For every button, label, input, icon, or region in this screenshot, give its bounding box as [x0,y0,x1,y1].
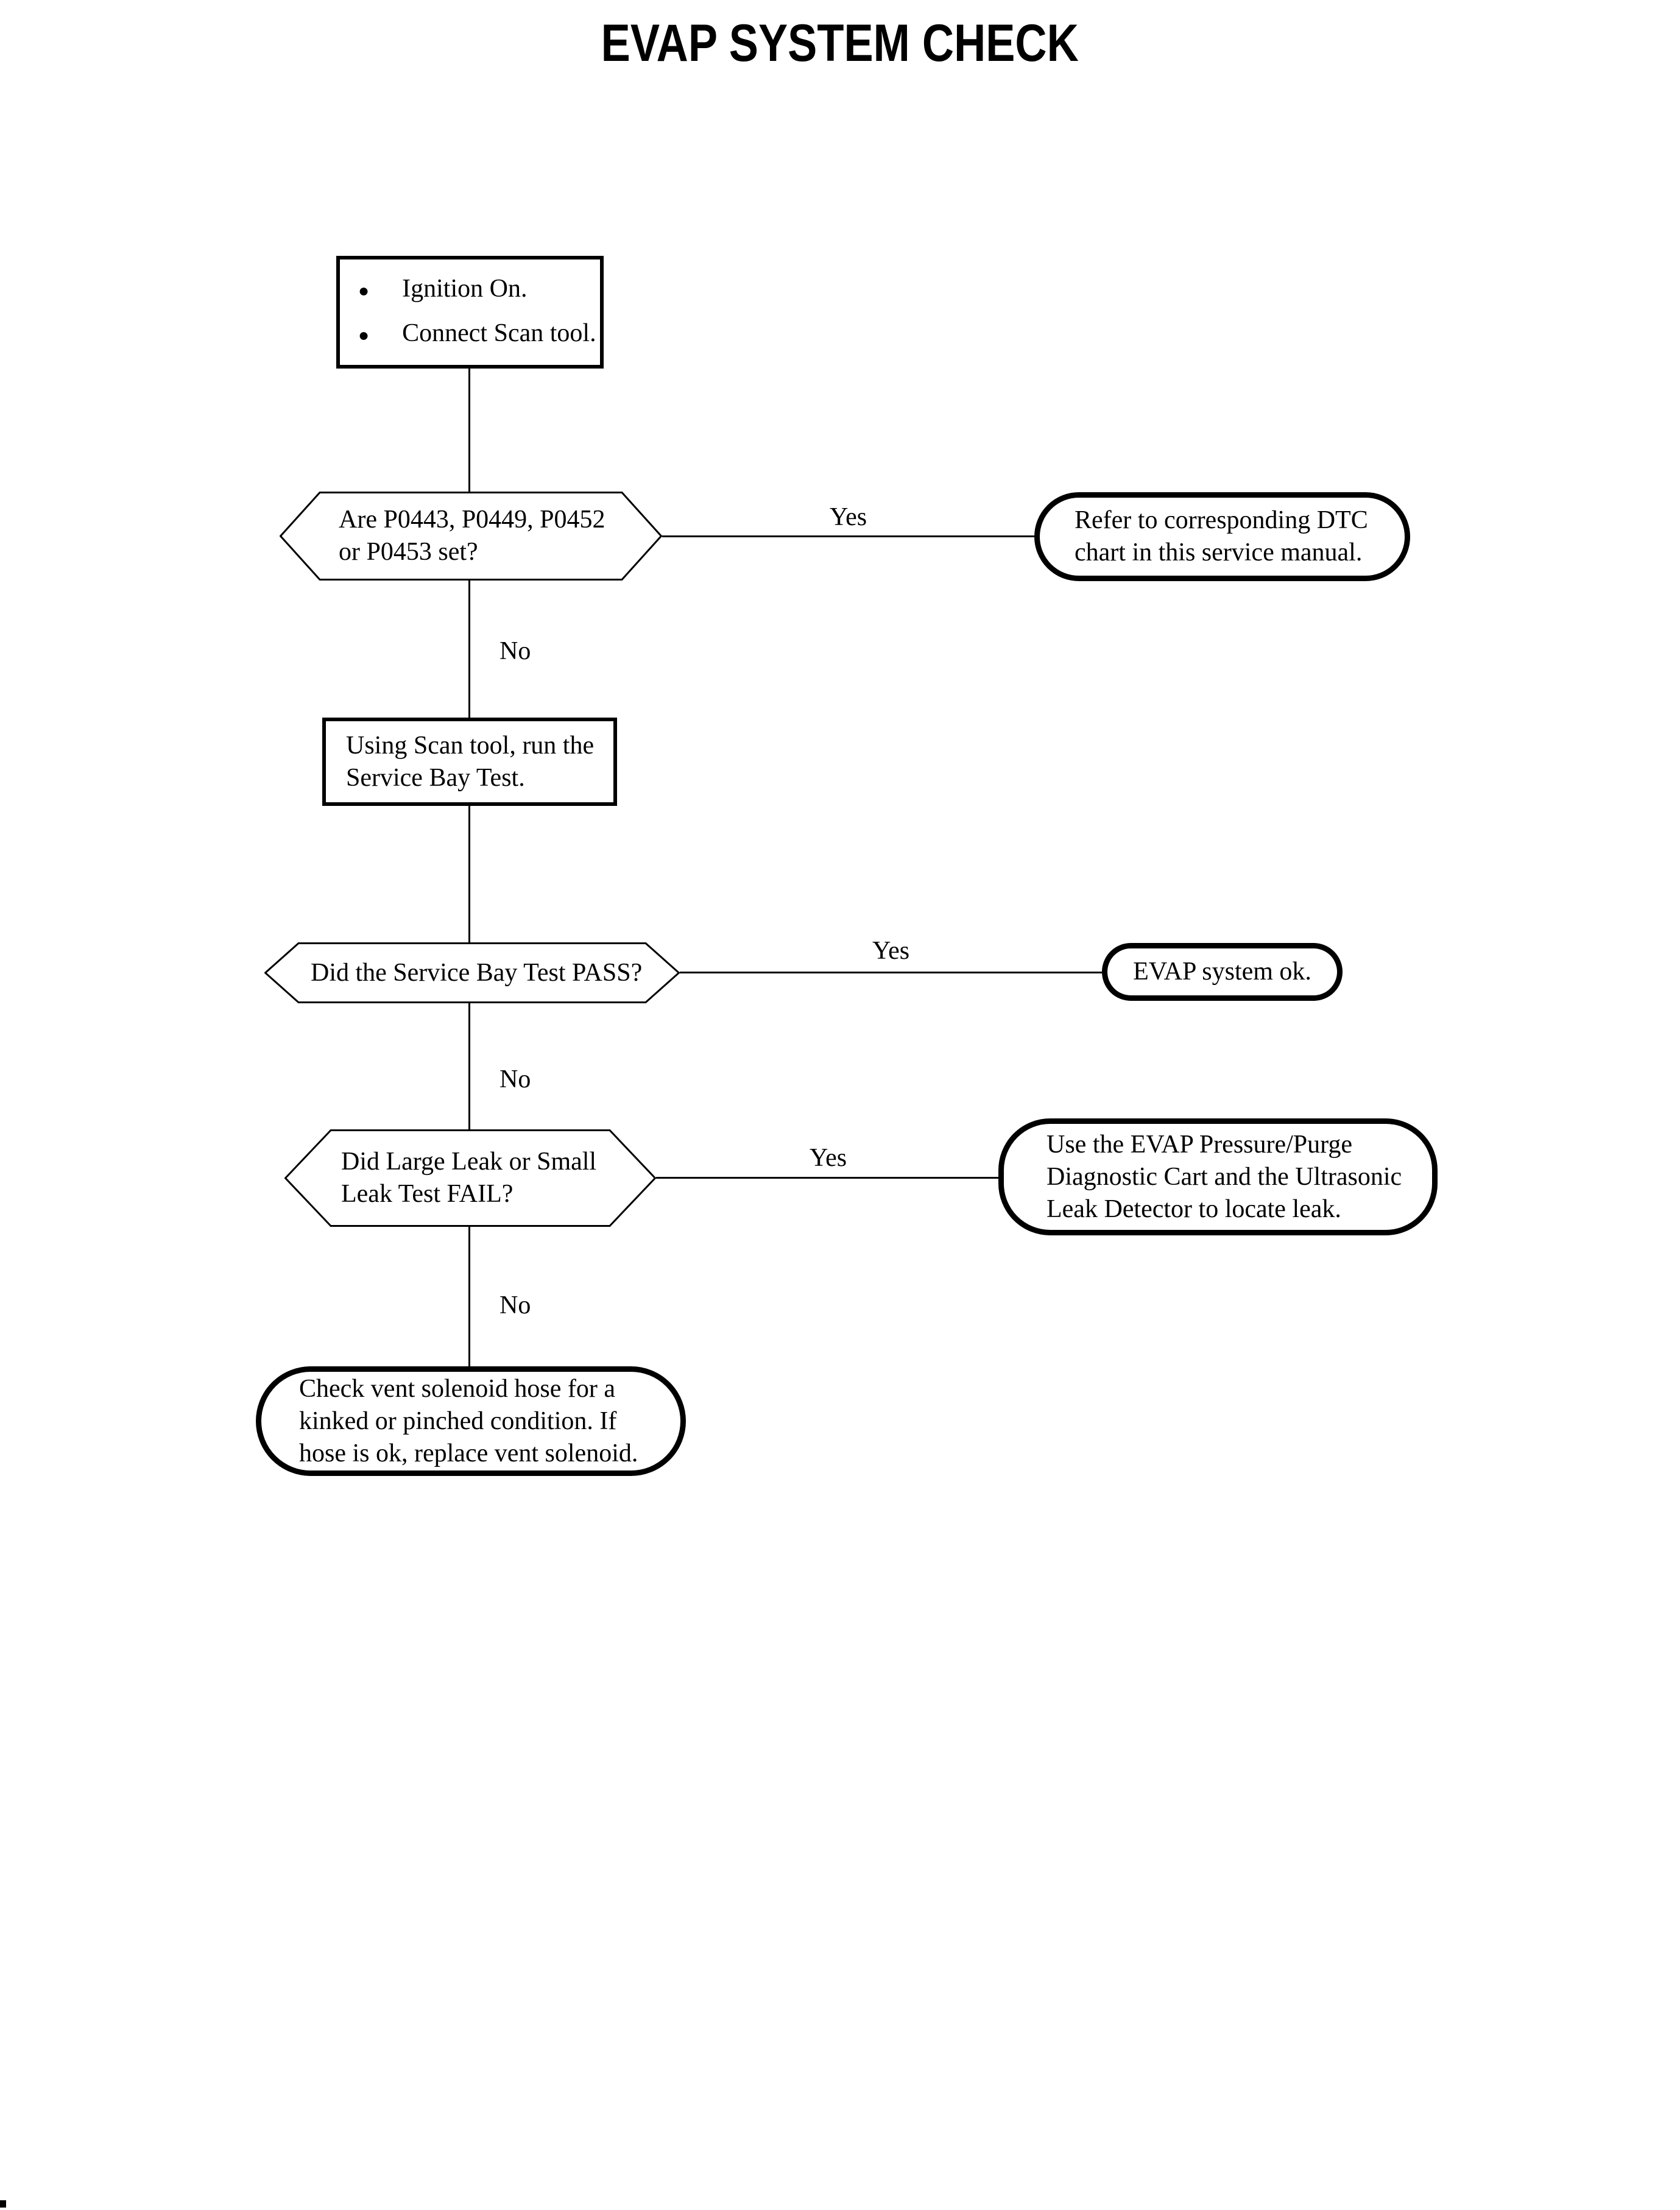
start-box [336,256,604,369]
decision1-yes-label: Yes [830,503,867,531]
decision3-yes-label: Yes [810,1144,847,1172]
result2-line: EVAP system ok. [1133,958,1311,986]
start-item-label: Ignition On. [402,275,528,303]
connector-decision1-to-action1 [468,581,470,718]
decision2-line: Did the Service Bay Test PASS? [311,958,643,987]
connector-decision3-to-result4 [468,1227,470,1366]
result3-line: Diagnostic Cart and the Ultrasonic [1046,1162,1402,1191]
connector-decision2-to-decision3 [468,1003,470,1129]
scan-artifact-mark [0,2200,6,2208]
start-item-row [340,273,600,307]
decision1-line: or P0453 set? [339,538,478,566]
result2-terminal [1102,943,1343,1001]
decision1-line: Are P0443, P0449, P0452 [339,506,605,534]
action1-line: Using Scan tool, run the [346,731,595,760]
decision1-hexagon [280,492,662,581]
result3-terminal [998,1118,1438,1235]
connector-decision1-to-result1 [662,535,1034,537]
result1-line: Refer to corresponding DTC [1075,506,1368,534]
result4-line: kinked or pinched condition. If [299,1407,617,1435]
start-item-label: Connect Scan tool. [402,319,596,347]
bullet-icon: ● [358,325,370,345]
result1-line: chart in this service manual. [1075,538,1363,567]
decision3-no-label: No [499,1291,531,1319]
connector-start-to-decision1 [468,369,470,492]
connector-decision3-to-result3 [656,1177,998,1179]
decision2-no-label: No [499,1065,531,1093]
connector-decision2-to-result2 [680,972,1102,973]
result3-line: Leak Detector to locate leak. [1046,1195,1341,1223]
decision3-line: Did Large Leak or Small [341,1148,597,1176]
result1-terminal [1034,492,1410,581]
bullet-icon: ● [358,281,370,302]
connector-action1-to-decision2 [468,806,470,942]
decision1-no-label: No [499,637,531,665]
title-row [0,14,1680,72]
decision2-hexagon [264,942,680,1003]
decision3-line: Leak Test FAIL? [341,1180,514,1208]
start-item-row [340,317,600,351]
decision3-hexagon [284,1129,656,1227]
page-title: EVAP SYSTEM CHECK [601,14,1079,72]
action1-box [322,718,617,806]
decision2-yes-label: Yes [872,937,910,965]
result4-line: Check vent solenoid hose for a [299,1374,616,1403]
action1-line: Service Bay Test. [346,763,525,792]
result4-terminal [256,1366,686,1476]
result4-line: hose is ok, replace vent solenoid. [299,1439,638,1467]
result3-line: Use the EVAP Pressure/Purge [1046,1130,1353,1159]
